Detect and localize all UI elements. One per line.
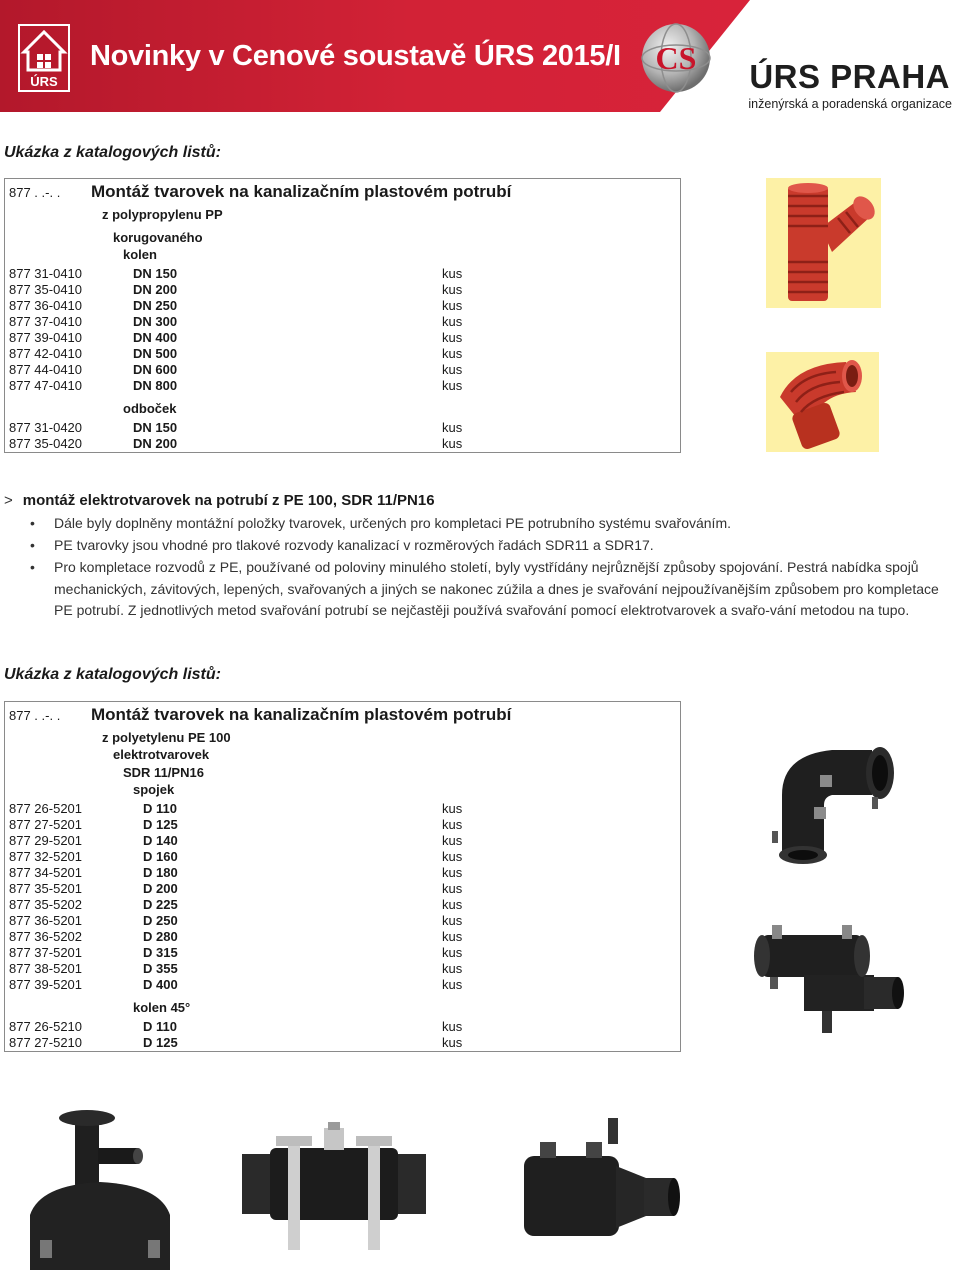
catalog-sub-material: z polypropylenu PP [102, 207, 223, 222]
sample-heading: Ukázka z katalogových listů: [4, 144, 221, 161]
brand-subtitle: inženýrská a poradenská organizace [748, 97, 952, 111]
catalog-sub-elbow: kolen 45° [133, 1000, 191, 1015]
table-row: 877 35-5201 D 200 kus [9, 881, 463, 896]
table-row: 877 35-0410 DN 200 kus [9, 282, 463, 297]
chevron-right-icon: > [4, 492, 13, 509]
catalog-box-pe [4, 701, 681, 1052]
table-row: 877 39-5201 D 400 kus [9, 977, 463, 992]
table-row: 877 47-0410 DN 800 kus [9, 378, 463, 393]
bullet-item: • Pro kompletace rozvodů z PE, používané od poloviny minulého století, byly vystřídány nejrůznější způsoby spojování. Pestrá nabídka spojů mechanických, závitových, lepených, svařovaných a jiných se nakonec zúžila a dnes je svařování nejpoužívanějším způsobem pro kompletace PE potrubí. Z jednotlivých metod svařování potrubí se nejčastěji používá svařování pomocí elektrotvarovek a svařo-vání metodou na tupo. [30, 559, 939, 618]
catalog-sub-class: SDR 11/PN16 [123, 765, 204, 780]
section-heading-text: montáž elektrotvarovek na potrubí z PE 100, SDR 11/PN16 [22, 492, 435, 509]
brand-name: ÚRS PRAHA [749, 58, 950, 95]
catalog-title: Montáž tvarovek na kanalizačním plastovém potrubí [91, 705, 512, 724]
table-row: 877 42-0410 DN 500 kus [9, 346, 463, 361]
catalog-sub-kind: kolen [123, 247, 157, 262]
table-row: 877 26-5201 D 110 kus [9, 801, 463, 816]
table-row: 877 26-5210 D 110 kus [9, 1019, 463, 1034]
catalog-sub-kind: spojek [133, 782, 175, 797]
pe-reducer-image [516, 1108, 681, 1266]
table-row: 877 31-0420 DN 150 kus [9, 420, 463, 435]
catalog-sub-type: elektrotvarovek [113, 747, 210, 762]
table-row: 877 37-0410 DN 300 kus [9, 314, 463, 329]
catalog-title: Montáž tvarovek na kanalizačním plastovém potrubí [91, 182, 512, 201]
table-row: 877 32-5201 D 160 kus [9, 849, 463, 864]
table-row: 877 36-5201 D 250 kus [9, 913, 463, 928]
header-title: Novinky v Cenové soustavě ÚRS 2015/I [90, 40, 621, 72]
urs-house-logo [18, 24, 70, 92]
table-row: 877 39-0410 DN 400 kus [9, 330, 463, 345]
catalog-sub-branch: odboček [123, 401, 177, 416]
bullet-dot-icon: • [30, 559, 35, 575]
table-row: 877 36-5202 D 280 kus [9, 929, 463, 944]
logo-text: ÚRS [30, 74, 58, 89]
catalog-code: 877 . .-. . [9, 708, 61, 723]
pe-tee-image [752, 915, 904, 1050]
bullet-item: • PE tvarovky jsou vhodné pro tlakové rozvody kanalizací v rozměrových řadách SDR11 a SDR17. [30, 535, 956, 557]
table-row: 877 29-5201 D 140 kus [9, 833, 463, 848]
pe-elbow-image [762, 735, 910, 865]
cs-logo-text: CS [655, 40, 697, 76]
table-row: 877 35-0420 DN 200 kus [9, 436, 463, 451]
table-row: 877 36-0410 DN 250 kus [9, 298, 463, 313]
table-row: 877 37-5201 D 315 kus [9, 945, 463, 960]
bullet-item: • Dále byly doplněny montážní položky tvarovek, určených pro kompletaci PE potrubního systému svařováním. [30, 513, 956, 535]
bullet-dot-icon: • [30, 515, 35, 531]
catalog-box-pp [4, 178, 681, 453]
bullet-dot-icon: • [30, 537, 35, 553]
table-row: 877 27-5201 D 125 kus [9, 817, 463, 832]
pp-elbow-image [766, 352, 879, 452]
page-header [0, 0, 960, 112]
pe-coupling-clamp-image [240, 1118, 428, 1258]
table-row: 877 31-0410 DN 150 kus [9, 266, 463, 281]
table-row: 877 27-5210 D 125 kus [9, 1035, 463, 1050]
pe-tapping-saddle-image [20, 1100, 190, 1270]
cs-globe-logo [640, 22, 712, 94]
section-heading [4, 492, 435, 509]
catalog-sub-material: z polyetylenu PE 100 [102, 730, 231, 745]
pp-y-branch-image [766, 178, 881, 308]
table-row: 877 34-5201 D 180 kus [9, 865, 463, 880]
table-row: 877 44-0410 DN 600 kus [9, 362, 463, 377]
catalog-sub-type: korugovaného [113, 230, 203, 245]
catalog-code: 877 . .-. . [9, 185, 61, 200]
table-row: 877 35-5202 D 225 kus [9, 897, 463, 912]
sample-heading: Ukázka z katalogových listů: [4, 666, 221, 683]
table-row: 877 38-5201 D 355 kus [9, 961, 463, 976]
